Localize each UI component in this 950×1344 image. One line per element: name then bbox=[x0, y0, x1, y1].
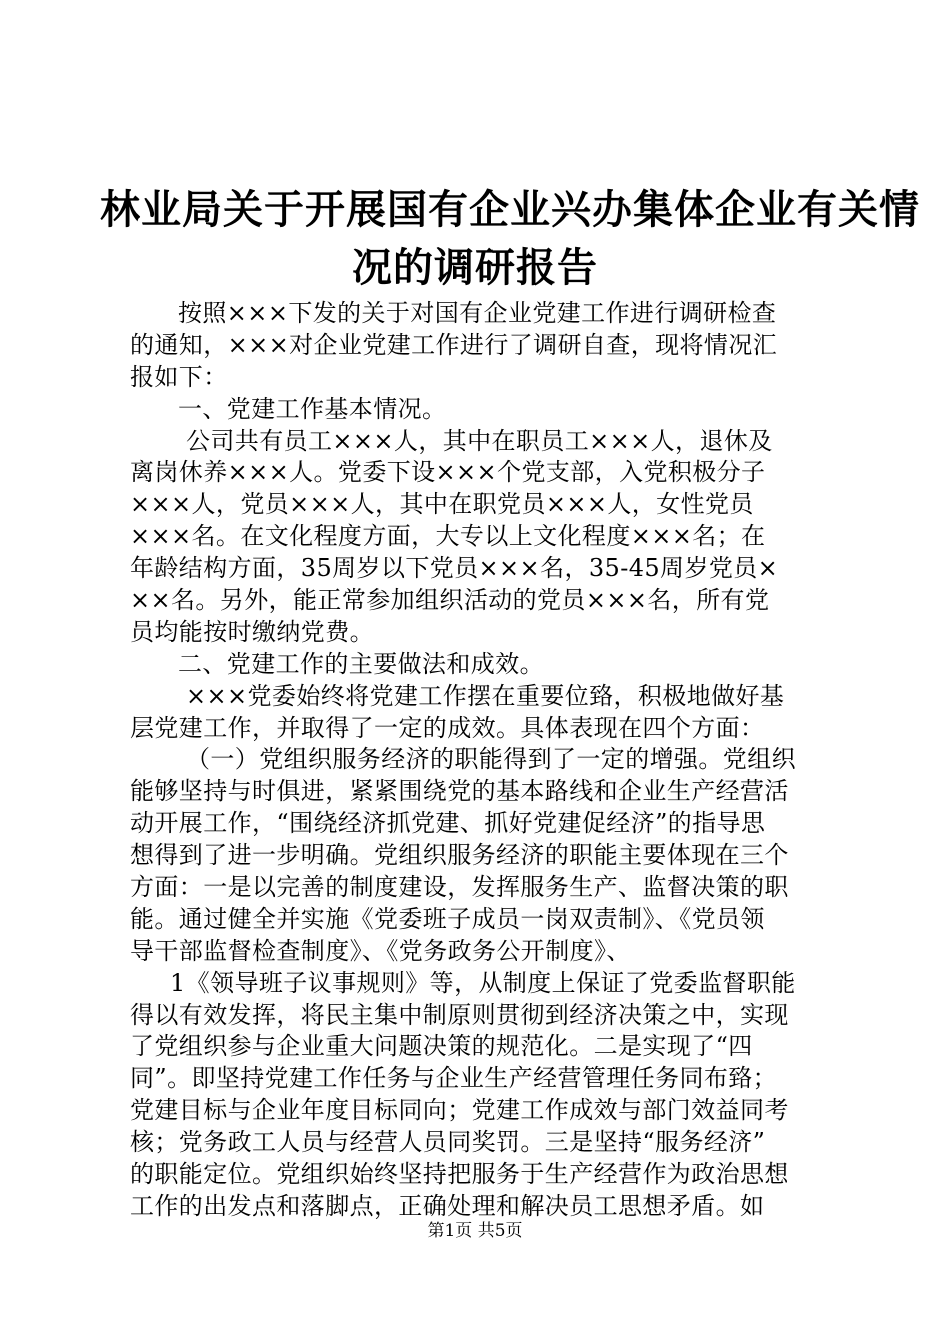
paragraph-line: ×××名。在文化程度方面，大专以上文化程度×××名；在 bbox=[130, 522, 766, 551]
paragraph-line: ×××人，党员×××人，其中在职党员×××人，女性党员 bbox=[130, 490, 754, 519]
page-number-footer: 第1页 共5页 bbox=[427, 1221, 523, 1241]
paragraph-line: 的通知，×××对企业党建工作进行了调研自查，现将情况汇 bbox=[130, 330, 778, 359]
paragraph-line: 能够坚持与时俱进，紧紧围绕党的基本路线和企业生产经营活 bbox=[130, 777, 789, 806]
section-heading: 一、党建工作基本情况。 bbox=[178, 394, 447, 423]
paragraph-line: 导干部监督检查制度》、《党务政务公开制度》、 bbox=[130, 936, 631, 965]
paragraph-line: 动开展工作，“围绕经济抓党建、抓好党建促经济”的指导思 bbox=[130, 809, 766, 838]
section-heading: 二、党建工作的主要做法和成效。 bbox=[178, 649, 544, 678]
paragraph-line: 层党建工作，并取得了一定的成效。具体表现在四个方面： bbox=[130, 713, 765, 742]
paragraph-line: 公司共有员工×××人，其中在职员工×××人，退休及 bbox=[186, 426, 773, 455]
paragraph-line: 核；党务政工人员与经营人员同奖罚。三是坚持“服务经济” bbox=[130, 1128, 766, 1157]
paragraph-line: 员均能按时缴纳党费。 bbox=[130, 617, 374, 646]
paragraph-line: 了党组织参与企业重大问题决策的规范化。二是实现了“四 bbox=[130, 1032, 753, 1061]
document-title-line-1: 林业局关于开展国有企业兴办集体企业有关情 bbox=[100, 187, 920, 233]
paragraph-line: 1《领导班子议事规则》等，从制度上保证了党委监督职能 bbox=[170, 968, 796, 997]
paragraph-line: 离岗休养×××人。党委下设×××个党支部，入党积极分子 bbox=[130, 458, 766, 487]
paragraph-line: 方面：一是以完善的制度建设，发挥服务生产、监督决策的职 bbox=[130, 873, 789, 902]
paragraph-line: 同”。即坚持党建工作任务与企业生产经营管理任务同布臵； bbox=[130, 1064, 778, 1093]
paragraph-line: ××名。另外，能正常参加组织活动的党员×××名，所有党 bbox=[130, 586, 770, 615]
paragraph-line: 工作的出发点和落脚点，正确处理和解决员工思想矛盾。如 bbox=[130, 1191, 765, 1220]
paragraph-line: 党建目标与企业年度目标同向；党建工作成效与部门效益同考 bbox=[130, 1096, 789, 1125]
paragraph-line: 得以有效发挥，将民主集中制原则贯彻到经济决策之中，实现 bbox=[130, 1000, 789, 1029]
paragraph-line: 想得到了进一步明确。党组织服务经济的职能主要体现在三个 bbox=[130, 841, 789, 870]
paragraph-line: 的职能定位。党组织始终坚持把服务于生产经营作为政治思想 bbox=[130, 1160, 789, 1189]
paragraph-line: ×××党委始终将党建工作摆在重要位臵，积极地做好基 bbox=[186, 681, 785, 710]
paragraph-line: 年龄结构方面，35周岁以下党员×××名，35-45周岁党员× bbox=[130, 554, 779, 583]
paragraph-line: 能。通过健全并实施《党委班子成员一岗双责制》、《党员领 bbox=[130, 904, 765, 933]
document-title-line-2: 况的调研报告 bbox=[352, 245, 598, 291]
paragraph-line: 按照×××下发的关于对国有企业党建工作进行调研检查 bbox=[178, 299, 777, 327]
paragraph-line: 报如下： bbox=[130, 362, 228, 391]
paragraph-line: （一）党组织服务经济的职能得到了一定的增强。党组织 bbox=[186, 745, 796, 774]
document-body bbox=[130, 298, 830, 1223]
